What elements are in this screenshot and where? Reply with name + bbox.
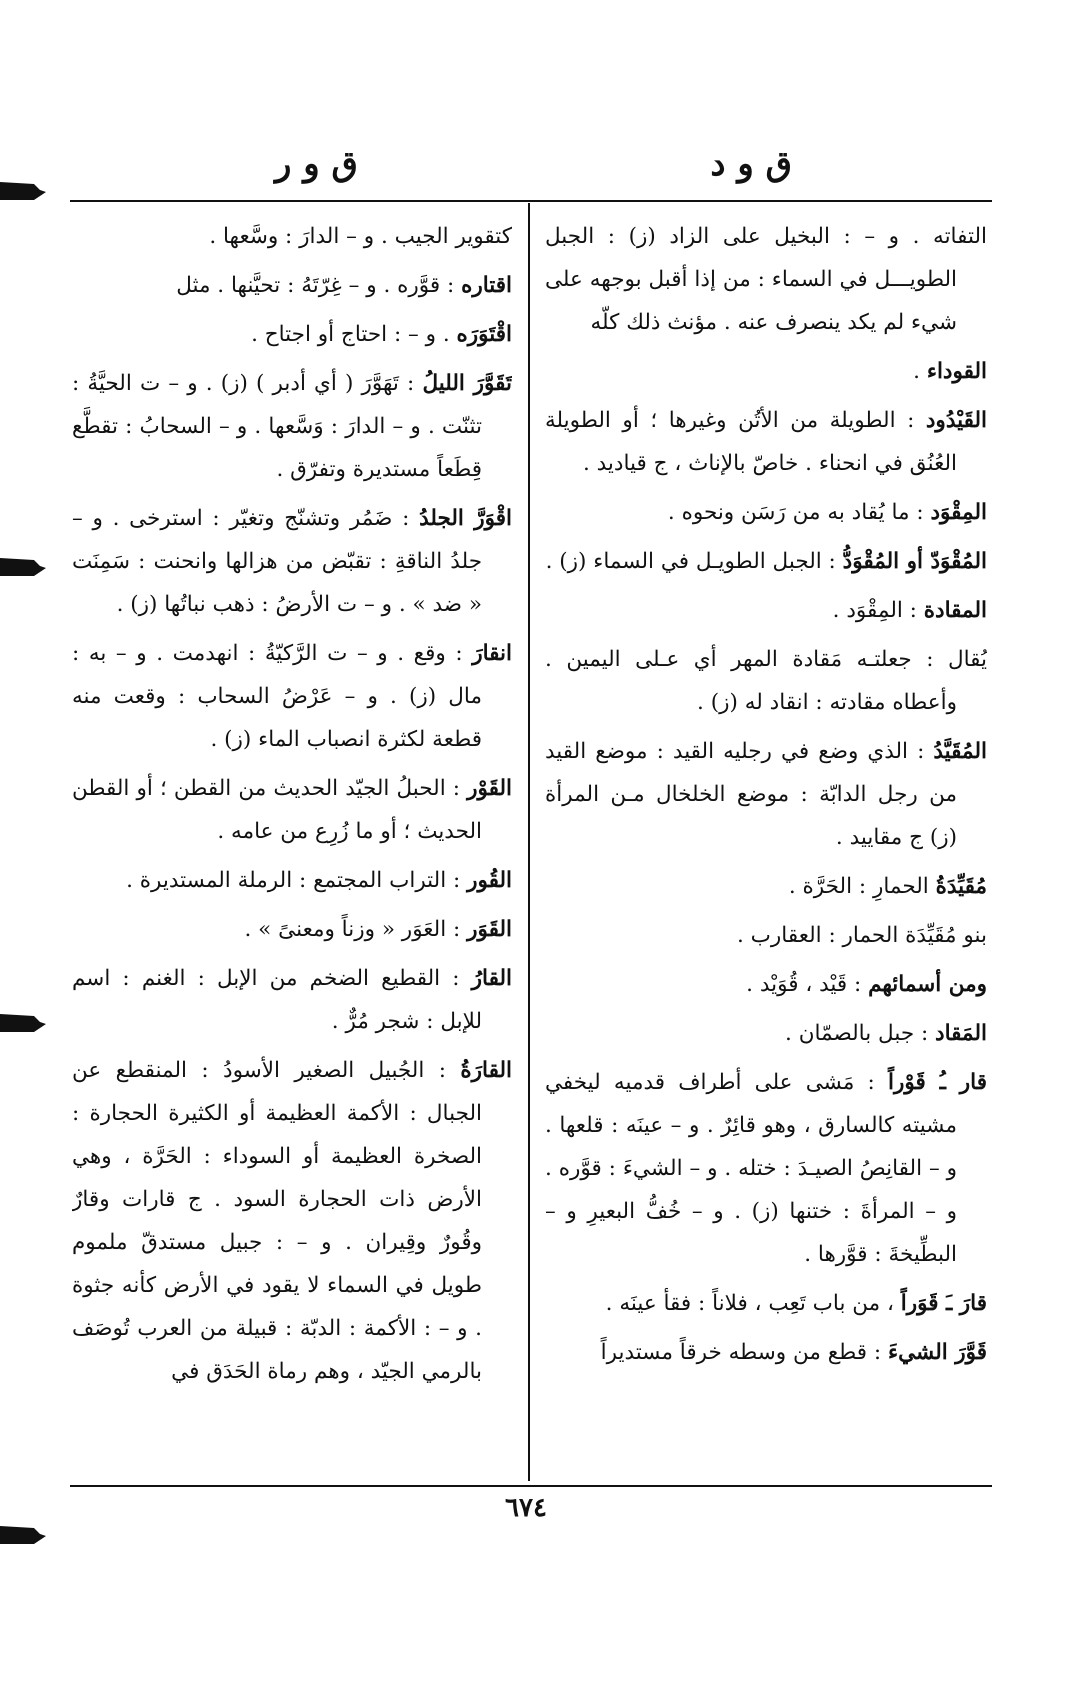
definition: بنو مُقَيِّدَة الحمار : العقارب .: [737, 923, 987, 948]
definition: الحمارِ : الحَرَّة .: [788, 874, 936, 899]
definition: التفاته . و – : البخيل على الزاد (ز) : الجبل الطويـــل في السماء : من إذا أقبل بوجهه على شيء لم يكد ينصرف عنه . مؤنث ذلك كلّه: [545, 224, 987, 335]
thumb-index-mark: [0, 556, 48, 578]
definition: : المِقْوَد .: [832, 598, 924, 623]
entry: [545, 589, 987, 632]
headword: القَيْدُود: [925, 408, 987, 433]
entry: [72, 215, 512, 258]
definition: كتقوير الجيب . و – الدارَ : وسَّعها .: [209, 224, 512, 249]
definition: : القطيع الضخم من الإبل : الغنم : اسم للإبل : شجر مُرٌّ .: [72, 966, 482, 1034]
definition: .: [913, 359, 927, 384]
entry: [545, 1061, 987, 1276]
definition: : الجبل الطويـل في السماء (ز) .: [545, 549, 843, 574]
bottom-rule: [70, 1485, 992, 1487]
headword: مُقَيِّدَةُ: [935, 874, 987, 899]
headword: المَقاد: [935, 1021, 987, 1046]
headword: قار ـُ قَوْراً: [888, 1070, 987, 1095]
left-column-header: ق و ر: [275, 144, 358, 184]
entry: [72, 767, 512, 853]
definition: : مَشى على أطراف قدميه ليخفي مشيته كالسارق ، وهو قائِرٌ . و – عينَه : قلعها . و – القانِصُ الصيـدَ : ختله . و – الشيءَ : قوَّره . و – المرأةَ : ختنها (ز) . و – خُفُّ البعيرِ و – البطِّيخةَ : قوَّرها .: [545, 1070, 957, 1267]
definition: : قوَّره . و – غِرّتَهُ : تحيَّنها . مثل: [176, 273, 462, 298]
definition: : ضَمُر وتشنّج وتغيّر : استرخى . و – جلدُ الناقةِ : تقبّض من هزالها وانحنت : سَمِنَت « ضد » . و – ت الأرضُ : ذهب نباتُها (ز) .: [72, 506, 482, 617]
definition: : قَيْد ، قُوَيْد .: [746, 972, 869, 997]
definition: : التراب المجتمع : الرملة المستديرة .: [126, 868, 468, 893]
headword: اقْتَوَرَه: [456, 322, 512, 347]
thumb-index-mark: [0, 180, 48, 202]
headword: المِقْوَد: [930, 500, 987, 525]
headword: انقارَ: [472, 641, 512, 666]
headword: القُور: [467, 868, 512, 893]
entry: [72, 957, 512, 1043]
entry: [545, 215, 987, 344]
column-divider: [528, 203, 530, 1481]
headword: تَقَوَّرَ الليلُ: [422, 371, 512, 396]
entry: [545, 540, 987, 583]
definition: : العَوَر « وزناً ومعنىً » .: [244, 917, 468, 942]
headword: القارُ: [471, 966, 512, 991]
entry: [545, 350, 987, 393]
entry: [545, 865, 987, 908]
definition: : قطع من وسطه خرقاً مستديراً: [600, 1340, 888, 1365]
headword: المُقْوَدّ أو المُقْوَدُّ: [842, 549, 987, 574]
headword: اقْوَرَّ الجلدُ: [419, 506, 512, 531]
headword: المُقَيَّدُ: [933, 739, 987, 764]
thumb-index-mark: [0, 1012, 48, 1034]
definition: : ما يُقاد به من رَسَن ونحوه .: [667, 500, 931, 525]
definition: : الحبلُ الجيّد الحديث من القطن ؛ أو القطن الحديث ؛ أو ما زُرِع من عامه .: [72, 776, 482, 844]
definition: : الذي وضع في رجليه القيد : موضع القيد من رجل الدابّة : موضع الخلخال مـن المرأة (ز) ج مقاييد .: [545, 739, 957, 850]
entry: [545, 963, 987, 1006]
headword: القارَةُ: [460, 1058, 512, 1083]
entry: [72, 362, 512, 491]
headword: اقتاره: [461, 273, 512, 298]
entry: [545, 1012, 987, 1055]
right-column: [545, 215, 987, 1480]
entry: [72, 908, 512, 951]
headword: القوداء: [926, 359, 987, 384]
definition: : تَهَوَّرَ ( أي أدبر ) (ز) . و – ت الحيَّةُ : تثنّت . و – الدارَ : وَسَّعها . و – السحابُ : تقطَّع قِطَعاً مستديرة وتفرّق .: [72, 371, 482, 482]
entry: [72, 859, 512, 902]
entry: [545, 730, 987, 859]
headword: القَوْر: [467, 776, 512, 801]
headword: قارَ ـَ قَوَراً: [900, 1291, 987, 1316]
entry: [72, 264, 512, 307]
entry: [545, 1331, 987, 1374]
top-rule: [70, 200, 992, 202]
entry: [72, 313, 512, 356]
left-column: [72, 215, 512, 1480]
definition: : الطويلة من الأتُن وغيرها ؛ أو الطويلة العُنُق في انحناء . خاصّ بالإناث ، ج قياديد .: [545, 408, 957, 476]
entry: [72, 1049, 512, 1393]
headword: قَوَّرَ الشيءَ: [888, 1340, 987, 1365]
headword: المقادة: [923, 598, 987, 623]
entry: [545, 491, 987, 534]
entry: [545, 914, 987, 957]
headword: ومن أسمائهم: [868, 972, 987, 997]
right-column-header: ق و د: [710, 144, 792, 184]
thumb-index-mark: [0, 1524, 48, 1546]
headword: القَوَر: [467, 917, 512, 942]
definition: : جبل بالصمّان .: [785, 1021, 936, 1046]
entry: [545, 399, 987, 485]
page-number: ٦٧٤: [505, 1493, 547, 1523]
entry: [72, 632, 512, 761]
definition: يُقال : جعلتـه مَقادة المهر أي عـلى اليمين . وأعطاه مقادته : انقاد له (ز) .: [545, 647, 987, 715]
entry: [72, 497, 512, 626]
definition: . و – : احتاج أو اجتاح .: [251, 322, 457, 347]
definition: : وقع . و – ت الرَّكيّةُ : انهدمت . و – به : مال (ز) . و – عَرْضُ السحاب : وقعت منه قطعة لكثرة انصباب الماء (ز) .: [72, 641, 482, 752]
definition: : الجُبيل الصغير الأسودُ : المنقطع عن الجبال : الأكمة العظيمة أو الكثيرة الحجارة : الصخرة العظيمة أو السوداء : الحَرَّة ، وهي الأرض ذات الحجارة السود . ج قارات وقارٌ وقُورٌ وقِيران . و – : جبيل مستدقّ ملموم طويل في السماء لا يقود في الأرض كأنه جثوة . و – : الأكمة : الدبّة : قبيلة من العرب تُوصَف بالرمي الجيّد ، وهم رماة الحَدَق في: [72, 1058, 482, 1384]
entry: [545, 638, 987, 724]
definition: ، من باب تَعِب ، فلاناً : فقأ عينَه .: [605, 1291, 901, 1316]
entry: [545, 1282, 987, 1325]
